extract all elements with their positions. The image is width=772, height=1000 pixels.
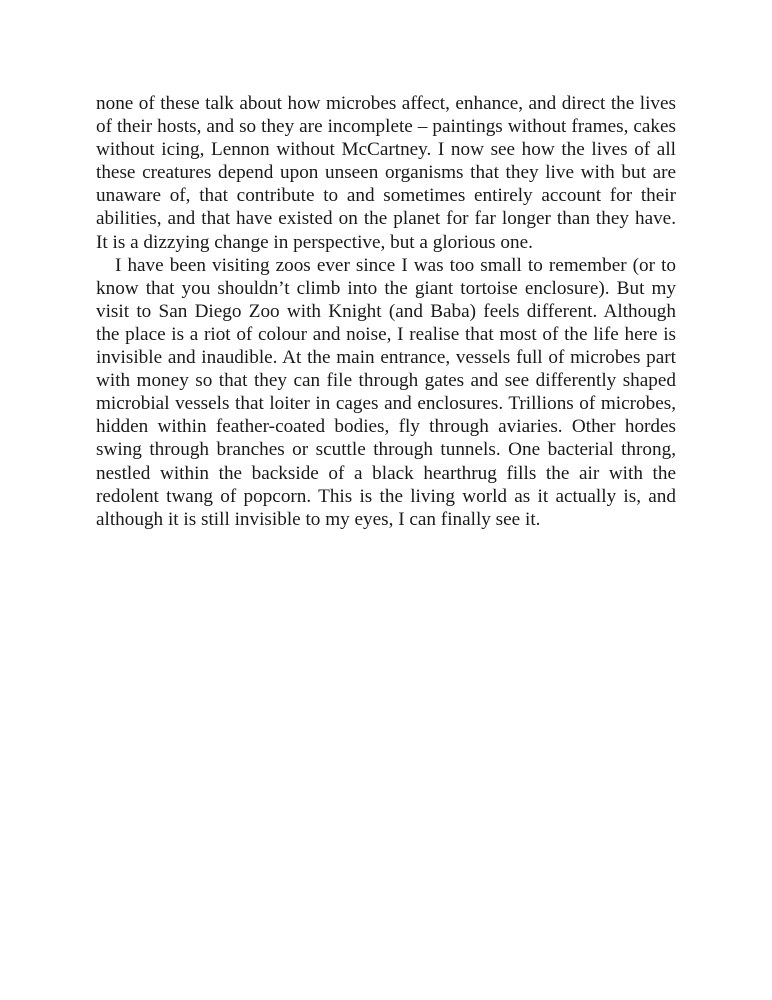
paragraph-continued: none of these talk about how microbes affect, enhance, and direct the lives of their hosts, and so they are incomplete – paintings without frames, cakes without icing, Lennon without McCartney. I now see how the lives of all these creatures depend upon unseen organisms that they live with but are unaware of, that contribute to and sometimes entirely account for their abilities, and that have existed on the planet for far longer than they have. It is a dizzying change in perspective, but a glorious one.	[96, 93, 676, 253]
body-text	[96, 92, 676, 531]
paragraph-zoo-visit: I have been visiting zoos ever since I was too small to remember (or to know that you shouldn’t climb into the giant tortoise enclosure). But my visit to San Diego Zoo with Knight (and Baba) feels different. Although the place is a riot of colour and noise, I realise that most of the life here is invisible and inaudible. At the main entrance, vessels full of microbes part with money so that they can file through gates and see differently shaped microbial vessels that loiter in cages and enclosures. Trillions of microbes, hidden within feather-coated bodies, fly through aviaries. Other hordes swing through branches or scuttle through tunnels. One bacterial throng, nestled within the backside of a black hearthrug fills the air with the redolent twang of popcorn. This is the living world as it actually is, and although it is still invisible to my eyes, I can finally see it.	[96, 254, 676, 530]
